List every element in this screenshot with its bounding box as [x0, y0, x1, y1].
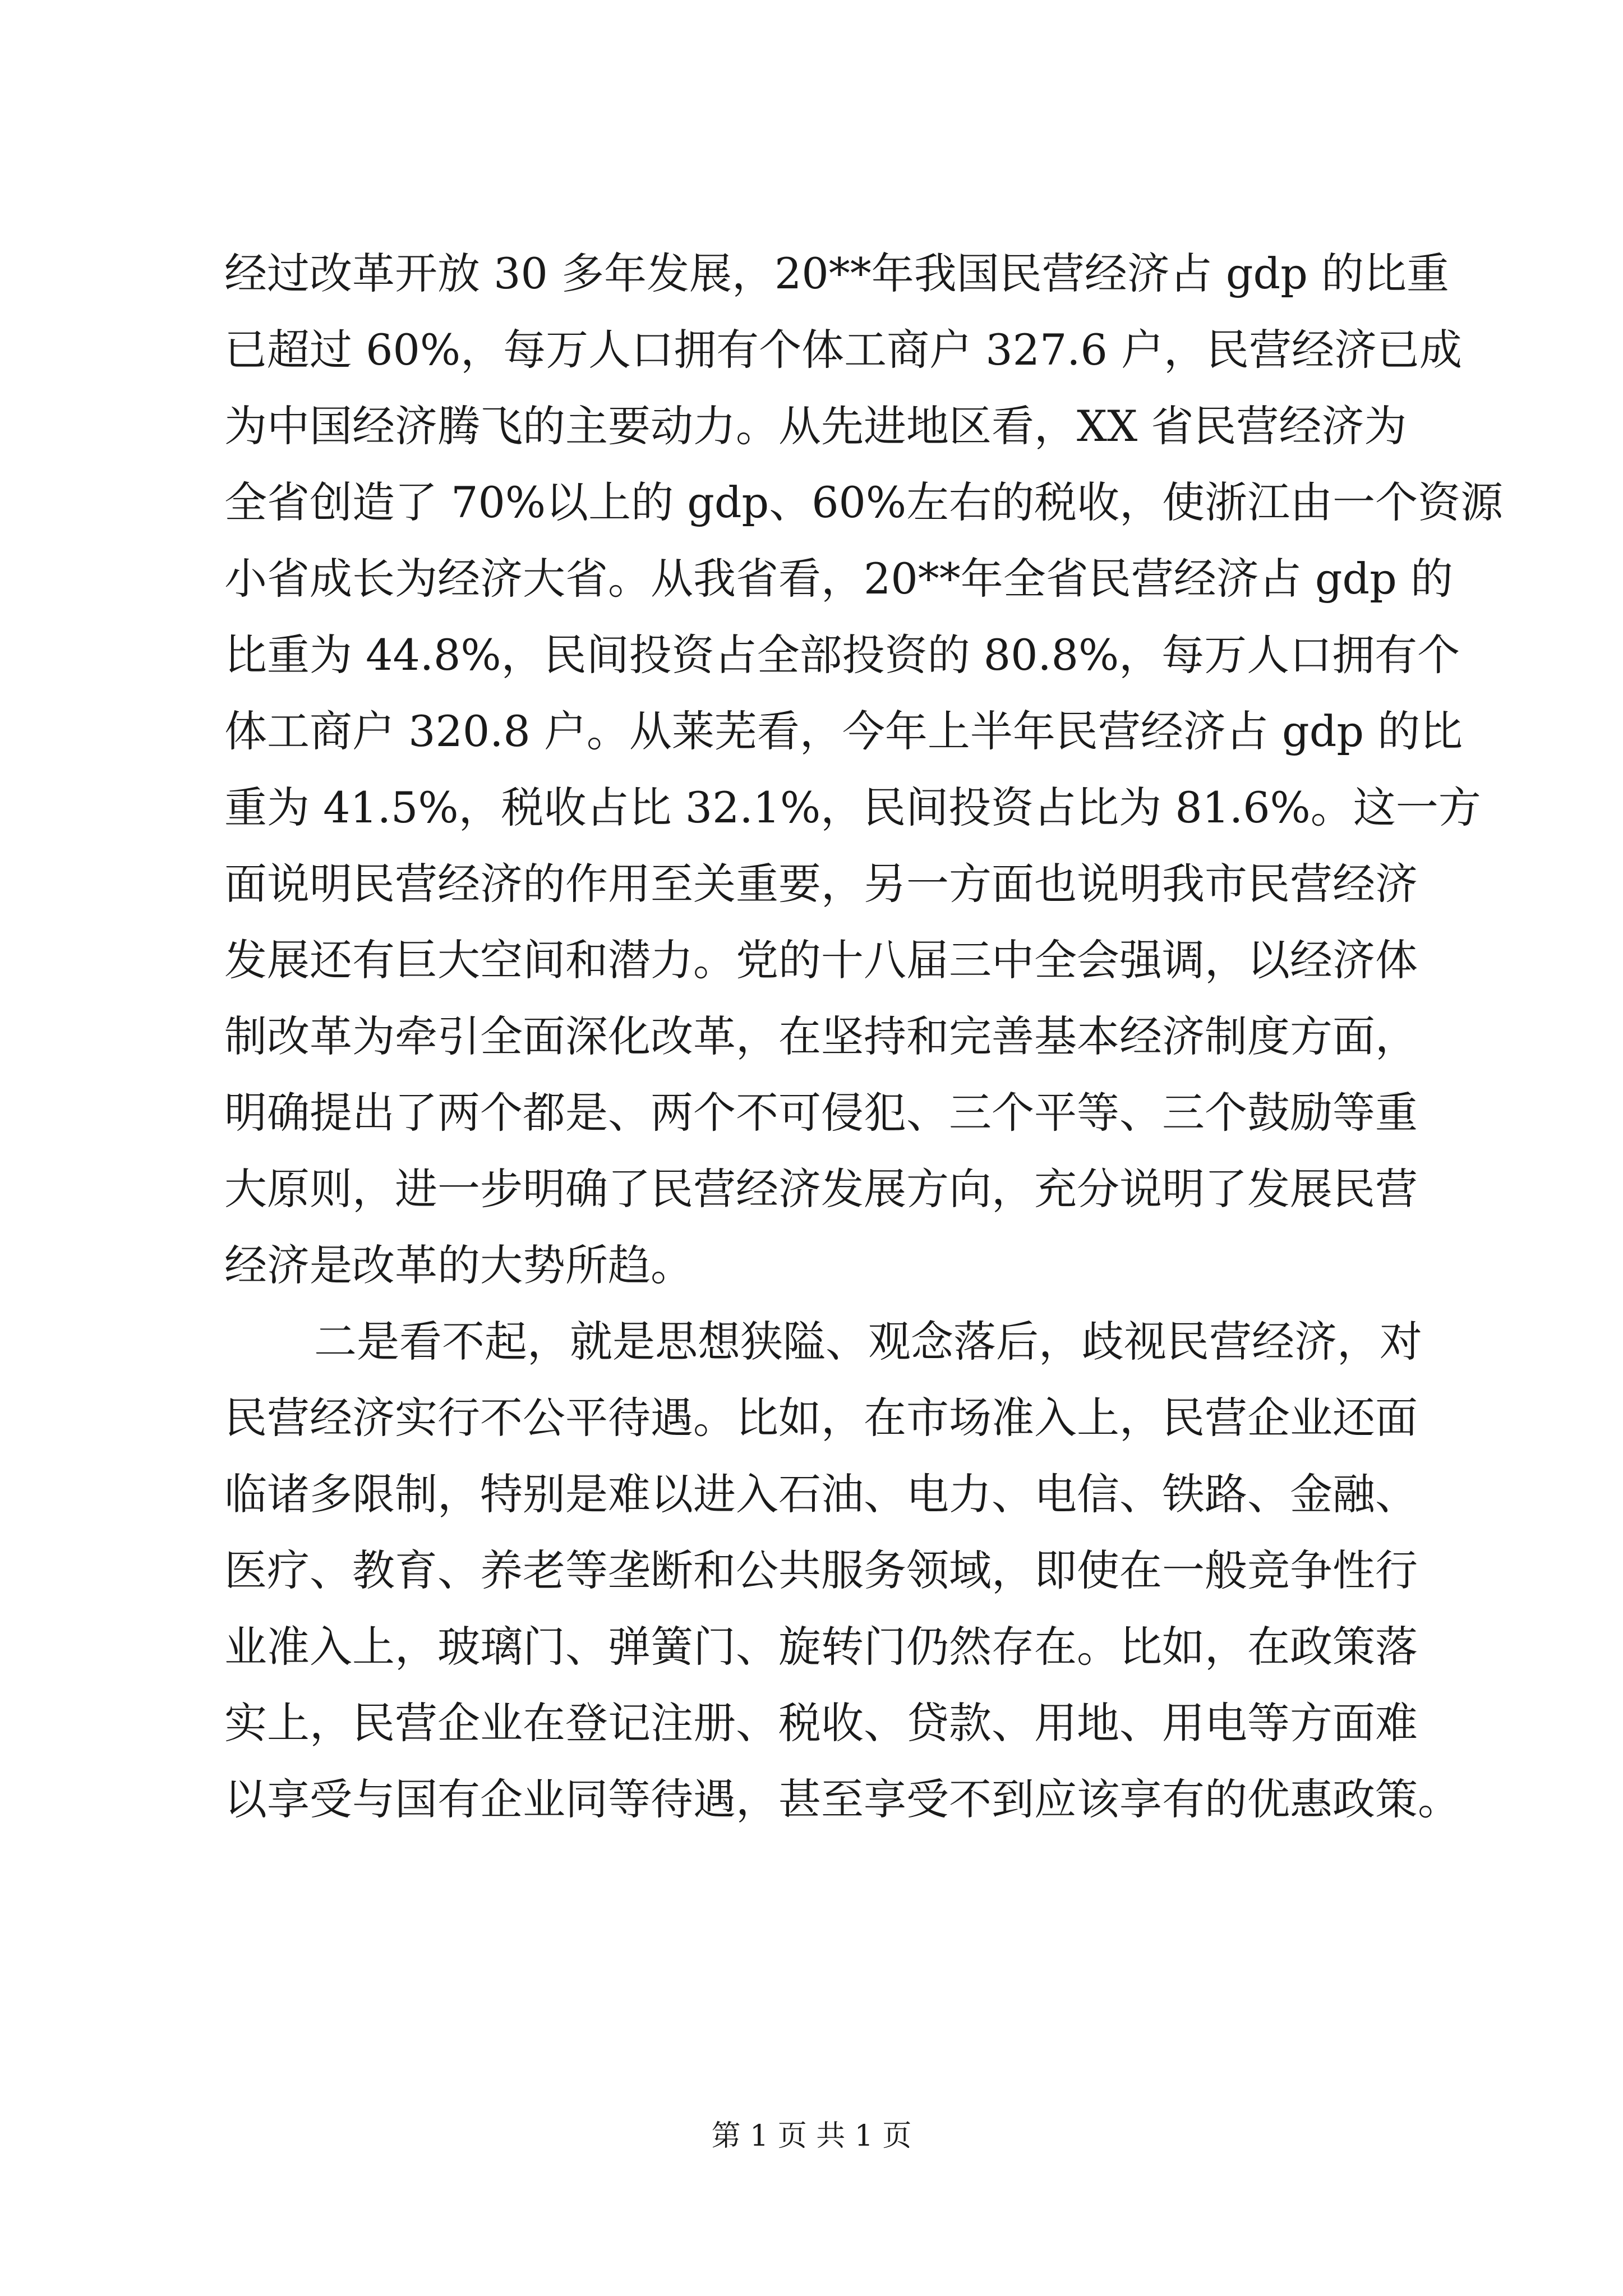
- text-line: 全省创造了 70%以上的 gdp、60%左右的税收，使浙江由一个资源: [224, 477, 1504, 527]
- text-line: 二是看不起，就是思想狭隘、观念落后，歧视民营经济，对: [314, 1317, 1422, 1366]
- text-line: 经过改革开放 30 多年发展，20**年我国民营经济占 gdp 的比重: [224, 249, 1449, 298]
- text-line: 重为 41.5%，税收占比 32.1%，民间投资占比为 81.6%。这一方: [224, 783, 1481, 832]
- body-text: [224, 236, 1623, 1838]
- text-line: 大原则，进一步明确了民营经济发展方向，充分说明了发展民营: [224, 1164, 1418, 1214]
- text-line: 为中国经济腾飞的主要动力。从先进地区看，XX 省民营经济为: [224, 401, 1407, 451]
- text-line: 以享受与国有企业同等待遇，甚至享受不到应该享有的优惠政策。: [224, 1774, 1460, 1824]
- text-line: 经济是改革的大势所趋。: [224, 1240, 693, 1290]
- text-line: 面说明民营经济的作用至关重要，另一方面也说明我市民营经济: [224, 859, 1418, 909]
- text-line: 临诸多限制，特别是难以进入石油、电力、电信、铁路、金融、: [224, 1469, 1418, 1519]
- text-line: 制改革为牵引全面深化改革，在坚持和完善基本经济制度方面，: [224, 1011, 1418, 1061]
- page-footer: 第 1 页 共 1 页: [711, 2119, 912, 2153]
- paragraph: [224, 236, 1623, 1304]
- text-line: 实上，民营企业在登记注册、税收、贷款、用地、用电等方面难: [224, 1698, 1418, 1748]
- text-line: 已超过 60%，每万人口拥有个体工商户 327.6 户，民营经济已成: [224, 325, 1462, 375]
- text-line: 医疗、教育、养老等垄断和公共服务领域，即使在一般竞争性行: [224, 1545, 1418, 1595]
- text-line: 小省成长为经济大省。从我省看，20**年全省民营经济占 gdp 的: [224, 554, 1453, 604]
- text-line: 比重为 44.8%，民间投资占全部投资的 80.8%，每万人口拥有个: [224, 630, 1460, 680]
- text-line: 明确提出了两个都是、两个不可侵犯、三个平等、三个鼓励等重: [224, 1088, 1418, 1138]
- text-line: 业准入上，玻璃门、弹簧门、旋转门仍然存在。比如，在政策落: [224, 1622, 1418, 1672]
- text-line: 体工商户 320.8 户。从莱芜看，今年上半年民营经济占 gdp 的比: [224, 706, 1463, 756]
- text-line: 民营经济实行不公平待遇。比如，在市场准入上，民营企业还面: [224, 1393, 1418, 1443]
- paragraph: [224, 1304, 1623, 1838]
- text-line: 发展还有巨大空间和潜力。党的十八届三中全会强调，以经济体: [224, 935, 1418, 985]
